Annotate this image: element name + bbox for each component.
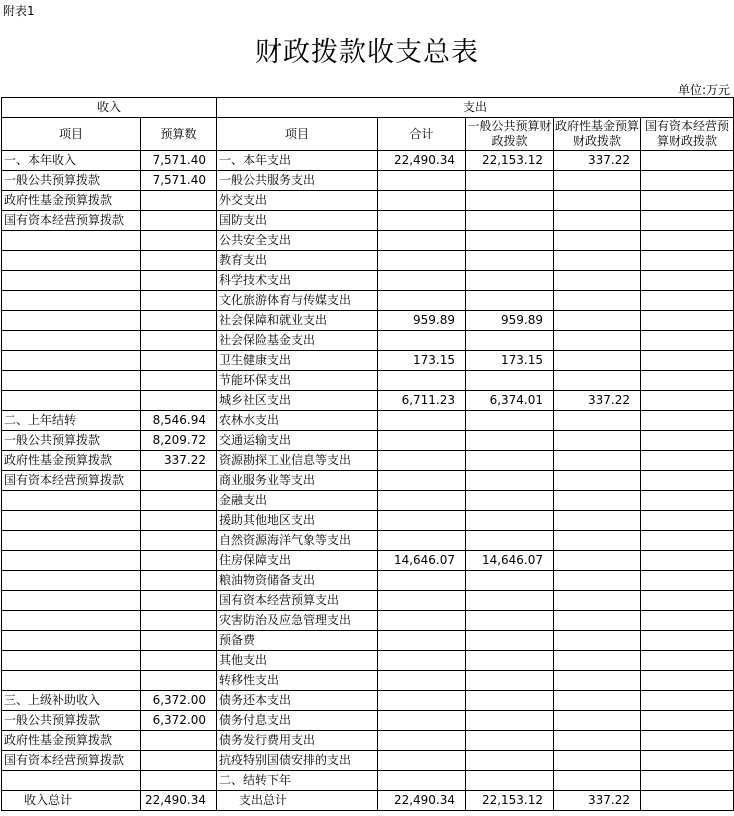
budget-value-cell: 8,209.72: [141, 431, 217, 451]
state-value-cell: [641, 351, 734, 371]
total-value-cell: 959.89: [378, 311, 466, 331]
total-value-cell: [378, 571, 466, 591]
budget-value-cell: [141, 611, 217, 631]
appendix-label: 附表1: [3, 4, 35, 18]
total-value-cell: [378, 771, 466, 791]
fund-value-cell: [554, 691, 641, 711]
budget-value-cell: [141, 551, 217, 571]
total-value-cell: [378, 231, 466, 251]
fund-value-cell: [554, 411, 641, 431]
table-body: [2, 151, 734, 791]
state-value-cell: [641, 571, 734, 591]
table-row: [2, 291, 734, 311]
expense-item-cell: 灾害防治及应急管理支出: [217, 611, 378, 631]
expense-item-cell: 外交支出: [217, 191, 378, 211]
state-value-cell: [641, 591, 734, 611]
expense-item-cell: 城乡社区支出: [217, 391, 378, 411]
budget-value-cell: [141, 751, 217, 771]
total-value-cell: [378, 251, 466, 271]
budget-value-cell: [141, 391, 217, 411]
budget-value-cell: [141, 291, 217, 311]
expense-item-cell: 金融支出: [217, 491, 378, 511]
total-value-cell: 22,490.34: [378, 151, 466, 171]
table-row: [2, 731, 734, 751]
total-value-cell: [378, 191, 466, 211]
state-value-cell: [641, 731, 734, 751]
budget-value-cell: [141, 191, 217, 211]
budget-value-cell: [141, 731, 217, 751]
expense-item-cell: 节能环保支出: [217, 371, 378, 391]
income-item-cell: [2, 491, 141, 511]
expense-total-label: 支出总计: [217, 791, 378, 811]
budget-value-cell: [141, 211, 217, 231]
general-value-cell: [466, 411, 554, 431]
state-value-cell: [641, 271, 734, 291]
expense-item-cell: 自然资源海洋气象等支出: [217, 531, 378, 551]
income-item-cell: 一般公共预算拨款: [2, 711, 141, 731]
budget-value-cell: [141, 491, 217, 511]
income-item-cell: [2, 571, 141, 591]
total-value-cell: [378, 711, 466, 731]
fund-value-cell: [554, 771, 641, 791]
state-value-cell: [641, 531, 734, 551]
income-total-label: 收入总计: [2, 791, 141, 811]
general-value-cell: [466, 371, 554, 391]
total-value-cell: [378, 411, 466, 431]
state-value-cell: [641, 251, 734, 271]
table-row: [2, 631, 734, 651]
totals-row: [2, 791, 734, 811]
total-value-cell: [378, 271, 466, 291]
income-item-cell: 三、上级补助收入: [2, 691, 141, 711]
income-item-cell: 一般公共预算拨款: [2, 171, 141, 191]
total-value-cell: [378, 451, 466, 471]
expense-item-cell: 文化旅游体育与传媒支出: [217, 291, 378, 311]
expense-item-cell: 公共安全支出: [217, 231, 378, 251]
fund-value-cell: 337.22: [554, 391, 641, 411]
budget-value-cell: [141, 651, 217, 671]
fund-value-cell: [554, 491, 641, 511]
col-item-income: 项目: [2, 118, 141, 151]
fund-value-cell: [554, 351, 641, 371]
expense-item-cell: 交通运输支出: [217, 431, 378, 451]
table-row: [2, 511, 734, 531]
table-row: [2, 231, 734, 251]
state-value-cell: [641, 371, 734, 391]
income-item-cell: [2, 311, 141, 331]
table-row: [2, 471, 734, 491]
income-item-cell: [2, 611, 141, 631]
fund-value-cell: [554, 511, 641, 531]
fund-value-cell: [554, 651, 641, 671]
budget-value-cell: [141, 271, 217, 291]
income-item-cell: [2, 511, 141, 531]
fund-total-value: 337.22: [554, 791, 641, 811]
fund-value-cell: [554, 671, 641, 691]
total-value-cell: [378, 171, 466, 191]
budget-value-cell: [141, 531, 217, 551]
income-item-cell: [2, 591, 141, 611]
fund-value-cell: [554, 251, 641, 271]
state-value-cell: [641, 391, 734, 411]
budget-value-cell: [141, 771, 217, 791]
total-value-cell: [378, 611, 466, 631]
total-value-cell: [378, 751, 466, 771]
table-row: [2, 491, 734, 511]
fund-value-cell: [554, 191, 641, 211]
expense-total-value: 22,490.34: [378, 791, 466, 811]
total-value-cell: [378, 511, 466, 531]
state-value-cell: [641, 551, 734, 571]
general-value-cell: [466, 171, 554, 191]
col-general-budget: 一般公共预算财政拨款: [466, 118, 554, 151]
fund-value-cell: [554, 231, 641, 251]
fund-value-cell: [554, 451, 641, 471]
state-value-cell: [641, 471, 734, 491]
income-total-value: 22,490.34: [141, 791, 217, 811]
total-value-cell: [378, 431, 466, 451]
table-row: [2, 651, 734, 671]
state-value-cell: [641, 331, 734, 351]
table-row: [2, 671, 734, 691]
income-item-cell: [2, 251, 141, 271]
table-row: [2, 411, 734, 431]
income-item-cell: 国有资本经营预算拨款: [2, 211, 141, 231]
table-row: [2, 551, 734, 571]
income-item-cell: [2, 231, 141, 251]
fund-value-cell: [554, 331, 641, 351]
expense-item-cell: 商业服务业等支出: [217, 471, 378, 491]
fund-value-cell: 337.22: [554, 151, 641, 171]
state-value-cell: [641, 151, 734, 171]
general-value-cell: [466, 251, 554, 271]
fund-value-cell: [554, 531, 641, 551]
state-value-cell: [641, 671, 734, 691]
col-budget: 预算数: [141, 118, 217, 151]
state-value-cell: [641, 451, 734, 471]
state-value-cell: [641, 491, 734, 511]
fund-value-cell: [554, 311, 641, 331]
unit-label: 单位:万元: [677, 83, 730, 97]
expense-item-cell: 粮油物资储备支出: [217, 571, 378, 591]
fund-value-cell: [554, 471, 641, 491]
state-value-cell: [641, 431, 734, 451]
general-value-cell: [466, 491, 554, 511]
table-row: [2, 191, 734, 211]
general-value-cell: [466, 671, 554, 691]
general-value-cell: [466, 431, 554, 451]
income-header: 收入: [2, 98, 217, 118]
expense-item-cell: 一般公共服务支出: [217, 171, 378, 191]
general-value-cell: [466, 511, 554, 531]
fiscal-appropriation-table: [1, 97, 734, 811]
income-item-cell: 政府性基金预算拨款: [2, 451, 141, 471]
total-value-cell: [378, 691, 466, 711]
income-item-cell: [2, 531, 141, 551]
state-value-cell: [641, 311, 734, 331]
income-item-cell: [2, 331, 141, 351]
state-value-cell: [641, 291, 734, 311]
general-value-cell: [466, 631, 554, 651]
general-value-cell: 6,374.01: [466, 391, 554, 411]
general-value-cell: [466, 231, 554, 251]
expense-item-cell: 科学技术支出: [217, 271, 378, 291]
budget-value-cell: 7,571.40: [141, 151, 217, 171]
expense-item-cell: 社会保险基金支出: [217, 331, 378, 351]
expense-item-cell: 住房保障支出: [217, 551, 378, 571]
expense-item-cell: 国有资本经营预算支出: [217, 591, 378, 611]
total-value-cell: [378, 591, 466, 611]
budget-value-cell: [141, 571, 217, 591]
budget-value-cell: 337.22: [141, 451, 217, 471]
state-value-cell: [641, 691, 734, 711]
expense-item-cell: 资源勘探工业信息等支出: [217, 451, 378, 471]
fund-value-cell: [554, 751, 641, 771]
income-item-cell: 一、本年收入: [2, 151, 141, 171]
total-value-cell: [378, 531, 466, 551]
table-row: [2, 391, 734, 411]
total-value-cell: [378, 491, 466, 511]
expense-header: 支出: [217, 98, 734, 118]
total-value-cell: [378, 371, 466, 391]
table-row: [2, 591, 734, 611]
budget-value-cell: [141, 591, 217, 611]
table-row: [2, 691, 734, 711]
state-value-cell: [641, 171, 734, 191]
fund-value-cell: [554, 711, 641, 731]
header-row-top: [2, 98, 734, 118]
general-value-cell: [466, 731, 554, 751]
general-total-value: 22,153.12: [466, 791, 554, 811]
col-item-expense: 项目: [217, 118, 378, 151]
total-value-cell: [378, 651, 466, 671]
income-item-cell: [2, 351, 141, 371]
state-value-cell: [641, 751, 734, 771]
state-value-cell: [641, 211, 734, 231]
budget-value-cell: 6,372.00: [141, 691, 217, 711]
fund-value-cell: [554, 291, 641, 311]
col-total: 合计: [378, 118, 466, 151]
expense-item-cell: 卫生健康支出: [217, 351, 378, 371]
expense-item-cell: 预备费: [217, 631, 378, 651]
general-value-cell: [466, 531, 554, 551]
budget-value-cell: 6,372.00: [141, 711, 217, 731]
expense-item-cell: 教育支出: [217, 251, 378, 271]
table-row: [2, 331, 734, 351]
total-value-cell: [378, 471, 466, 491]
table-row: [2, 451, 734, 471]
state-total-value: [641, 791, 734, 811]
expense-item-cell: 债务发行费用支出: [217, 731, 378, 751]
total-value-cell: [378, 631, 466, 651]
state-value-cell: [641, 711, 734, 731]
fund-value-cell: [554, 211, 641, 231]
expense-item-cell: 农林水支出: [217, 411, 378, 431]
budget-value-cell: [141, 631, 217, 651]
table-row: [2, 351, 734, 371]
table-row: [2, 611, 734, 631]
fund-value-cell: [554, 591, 641, 611]
general-value-cell: [466, 471, 554, 491]
state-value-cell: [641, 191, 734, 211]
table-row: [2, 711, 734, 731]
fund-value-cell: [554, 551, 641, 571]
general-value-cell: [466, 691, 554, 711]
budget-value-cell: [141, 671, 217, 691]
expense-item-cell: 其他支出: [217, 651, 378, 671]
general-value-cell: 959.89: [466, 311, 554, 331]
expense-item-cell: 债务还本支出: [217, 691, 378, 711]
table-row: [2, 371, 734, 391]
fund-value-cell: [554, 431, 641, 451]
expense-item-cell: 国防支出: [217, 211, 378, 231]
expense-item-cell: 援助其他地区支出: [217, 511, 378, 531]
budget-value-cell: [141, 371, 217, 391]
state-value-cell: [641, 411, 734, 431]
table-row: [2, 531, 734, 551]
budget-value-cell: [141, 511, 217, 531]
general-value-cell: [466, 191, 554, 211]
total-value-cell: 173.15: [378, 351, 466, 371]
fund-value-cell: [554, 631, 641, 651]
header-row-columns: [2, 118, 734, 151]
total-value-cell: [378, 211, 466, 231]
general-value-cell: [466, 211, 554, 231]
income-item-cell: [2, 671, 141, 691]
page-title: 财政拨款收支总表: [255, 37, 479, 68]
table-row: [2, 751, 734, 771]
general-value-cell: [466, 771, 554, 791]
expense-item-cell: 社会保障和就业支出: [217, 311, 378, 331]
income-item-cell: [2, 651, 141, 671]
expense-item-cell: 二、结转下年: [217, 771, 378, 791]
budget-value-cell: [141, 311, 217, 331]
state-value-cell: [641, 611, 734, 631]
fund-value-cell: [554, 611, 641, 631]
general-value-cell: [466, 331, 554, 351]
col-state-capital: 国有资本经营预算财政拨款: [641, 118, 734, 151]
fund-value-cell: [554, 171, 641, 191]
fund-value-cell: [554, 271, 641, 291]
total-value-cell: [378, 331, 466, 351]
general-value-cell: [466, 271, 554, 291]
general-value-cell: [466, 711, 554, 731]
expense-item-cell: 一、本年支出: [217, 151, 378, 171]
total-value-cell: 6,711.23: [378, 391, 466, 411]
table-row: [2, 251, 734, 271]
fund-value-cell: [554, 571, 641, 591]
fund-value-cell: [554, 731, 641, 751]
general-value-cell: [466, 611, 554, 631]
state-value-cell: [641, 771, 734, 791]
income-item-cell: 国有资本经营预算拨款: [2, 751, 141, 771]
general-value-cell: 173.15: [466, 351, 554, 371]
income-item-cell: [2, 371, 141, 391]
table-row: [2, 271, 734, 291]
fund-value-cell: [554, 371, 641, 391]
total-value-cell: 14,646.07: [378, 551, 466, 571]
income-item-cell: 政府性基金预算拨款: [2, 191, 141, 211]
budget-value-cell: [141, 251, 217, 271]
state-value-cell: [641, 631, 734, 651]
budget-value-cell: [141, 331, 217, 351]
state-value-cell: [641, 651, 734, 671]
general-value-cell: [466, 451, 554, 471]
table-row: [2, 571, 734, 591]
income-item-cell: [2, 551, 141, 571]
table-row: [2, 151, 734, 171]
general-value-cell: [466, 291, 554, 311]
budget-value-cell: [141, 231, 217, 251]
table-row: [2, 771, 734, 791]
income-item-cell: 政府性基金预算拨款: [2, 731, 141, 751]
budget-value-cell: 7,571.40: [141, 171, 217, 191]
table-row: [2, 311, 734, 331]
table-row: [2, 171, 734, 191]
general-value-cell: [466, 751, 554, 771]
budget-value-cell: [141, 471, 217, 491]
general-value-cell: [466, 591, 554, 611]
expense-item-cell: 抗疫特别国债安排的支出: [217, 751, 378, 771]
total-value-cell: [378, 731, 466, 751]
income-item-cell: 二、上年结转: [2, 411, 141, 431]
income-item-cell: [2, 391, 141, 411]
table-row: [2, 431, 734, 451]
total-value-cell: [378, 291, 466, 311]
state-value-cell: [641, 231, 734, 251]
income-item-cell: [2, 771, 141, 791]
table-row: [2, 211, 734, 231]
total-value-cell: [378, 671, 466, 691]
general-value-cell: [466, 571, 554, 591]
expense-item-cell: 转移性支出: [217, 671, 378, 691]
general-value-cell: [466, 651, 554, 671]
budget-value-cell: 8,546.94: [141, 411, 217, 431]
income-item-cell: [2, 271, 141, 291]
expense-item-cell: 债务付息支出: [217, 711, 378, 731]
income-item-cell: [2, 291, 141, 311]
income-item-cell: 一般公共预算拨款: [2, 431, 141, 451]
col-fund-budget: 政府性基金预算财政拨款: [554, 118, 641, 151]
general-value-cell: 14,646.07: [466, 551, 554, 571]
income-item-cell: [2, 631, 141, 651]
budget-value-cell: [141, 351, 217, 371]
state-value-cell: [641, 511, 734, 531]
general-value-cell: 22,153.12: [466, 151, 554, 171]
income-item-cell: 国有资本经营预算拨款: [2, 471, 141, 491]
